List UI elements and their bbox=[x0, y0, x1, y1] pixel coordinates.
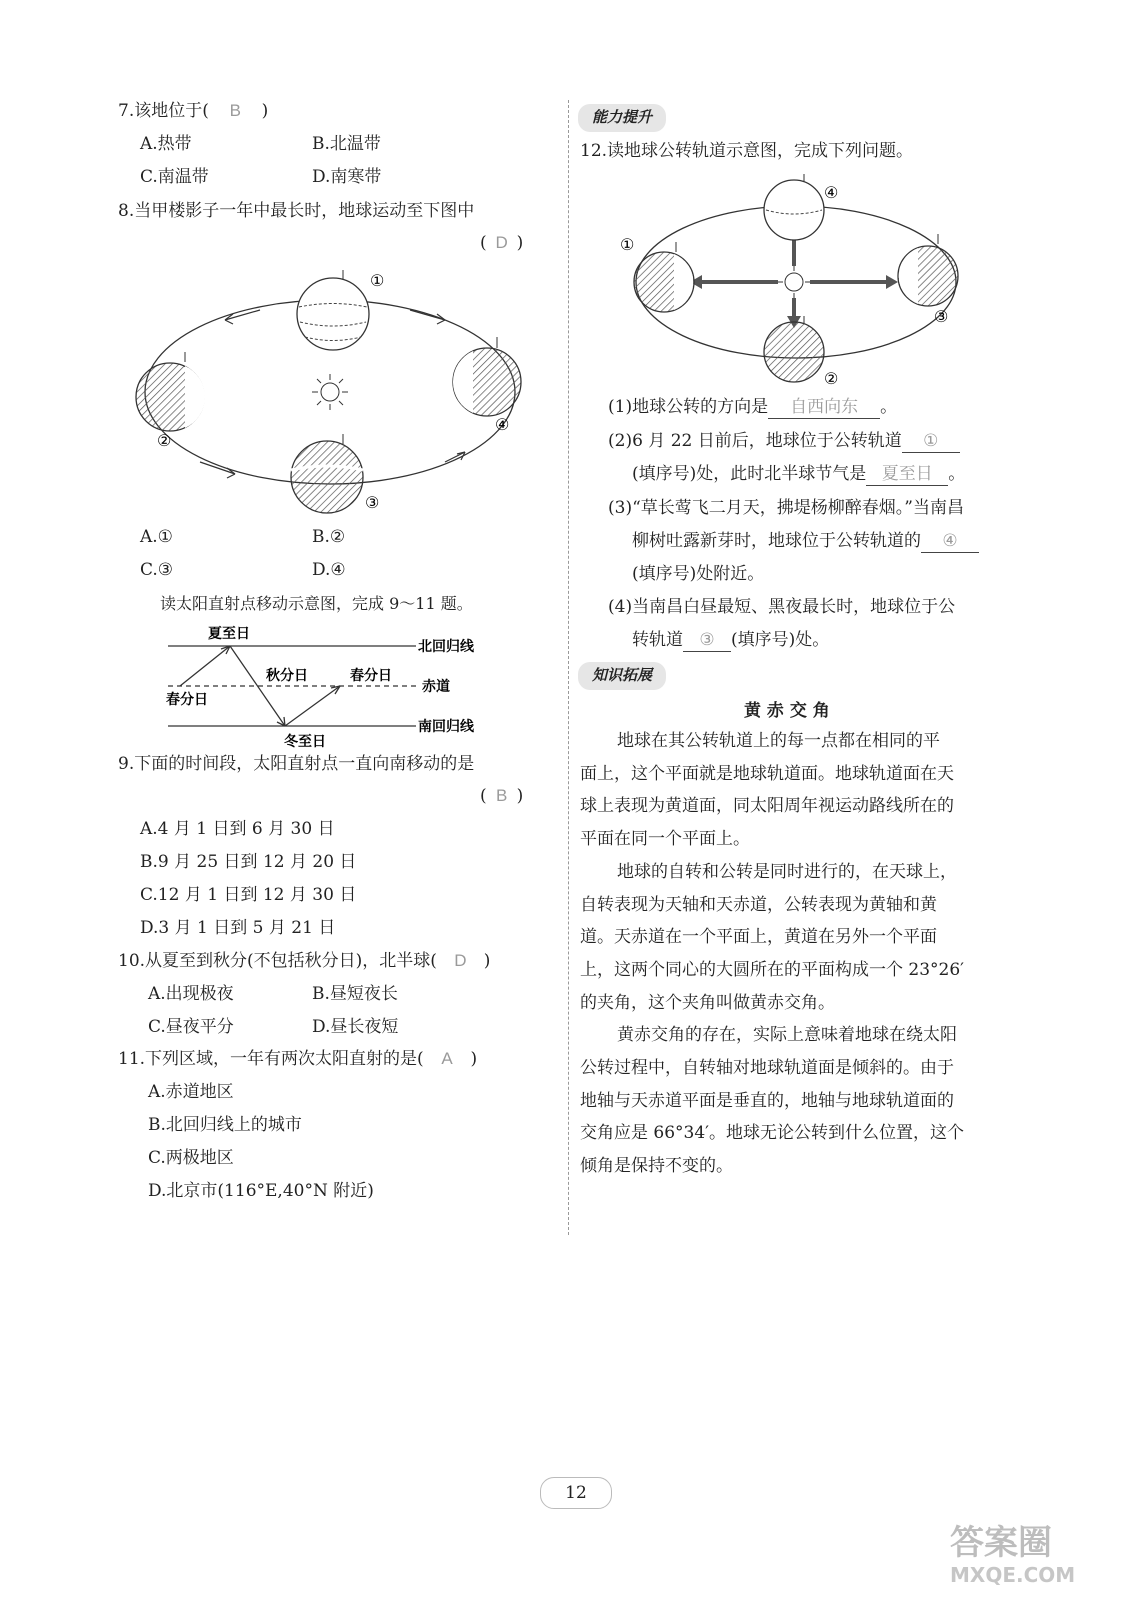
q10-answer: D bbox=[454, 951, 467, 970]
q12-part3-line2 bbox=[632, 530, 979, 553]
q10-option-c: C.昼夜平分 bbox=[148, 1017, 234, 1037]
article-line: 面上，这个平面就是地球轨道面。地球轨道面在天 bbox=[580, 763, 954, 784]
q12-part2-answer2: 夏至日 bbox=[866, 463, 948, 486]
q12-part2-text: (2)6 月 22 日前后，地球位于公转轨道 bbox=[608, 431, 902, 451]
q10-stem: 10.从夏至到秋分(不包括秋分日)，北半球( bbox=[118, 951, 437, 971]
q11-option-a: A.赤道地区 bbox=[148, 1082, 234, 1102]
article-line: 地球在其公转轨道上的每一点都在相同的平 bbox=[617, 731, 940, 751]
q12-part1-end: 。 bbox=[880, 397, 898, 417]
article-line: 平面在同一个平面上。 bbox=[580, 829, 750, 850]
tropic-of-cancer-label: 北回归线 bbox=[418, 639, 474, 655]
watermark-logo bbox=[950, 1523, 1130, 1595]
q7-answer: B bbox=[229, 101, 241, 120]
q12-label-bottom: ② bbox=[824, 369, 839, 385]
article-line: 黄赤交角的存在，实际上意味着地球在绕太阳 bbox=[617, 1025, 957, 1046]
sun-icon bbox=[312, 374, 348, 410]
q8-option-d: D.④ bbox=[312, 560, 346, 580]
sun-path-diagram bbox=[160, 622, 495, 750]
q8-answer: D bbox=[495, 233, 508, 252]
intro-9-11: 读太阳直射点移动示意图，完成 9～11 题。 bbox=[160, 594, 473, 613]
q7-option-d: D.南寒带 bbox=[312, 167, 382, 187]
banner-knowledge-extension: 知识拓展 bbox=[578, 662, 666, 690]
q11-option-c: C.两极地区 bbox=[148, 1148, 234, 1168]
q12-label-left: ① bbox=[620, 235, 635, 254]
q11-option-d: D.北京市(116°E,40°N 附近) bbox=[148, 1181, 374, 1201]
earth-q12-left bbox=[634, 242, 694, 312]
q9-option-a: A.4 月 1 日到 6 月 30 日 bbox=[140, 819, 335, 839]
q12-stem: 12.读地球公转轨道示意图，完成下列问题。 bbox=[580, 141, 914, 161]
earth-position-top bbox=[297, 270, 369, 350]
autumn-equinox-label: 秋分日 bbox=[266, 668, 308, 684]
q12-part4-answer: ③ bbox=[683, 629, 731, 652]
article-line: 上，这两个同心的大圆所在的平面构成一个 23°26′ bbox=[580, 959, 965, 980]
q9-stem: 9.下面的时间段，太阳直射点一直向南移动的是 bbox=[118, 754, 475, 774]
earth-position-left bbox=[136, 352, 205, 431]
q11-answer: A bbox=[441, 1049, 453, 1068]
q11-stem-line bbox=[118, 1048, 477, 1070]
q7-option-b: B.北温带 bbox=[312, 134, 381, 154]
article-line: 球上表现为黄道面，同太阳周年视运动路线所在的 bbox=[580, 796, 954, 817]
q11-stem: 11.下列区域，一年有两次太阳直射的是( bbox=[118, 1049, 424, 1069]
earth-position-right bbox=[453, 337, 521, 416]
q12-part1 bbox=[608, 396, 897, 419]
q10-option-b: B.昼短夜长 bbox=[312, 984, 398, 1004]
q7-stem: 7.该地位于( bbox=[118, 101, 209, 121]
q7-option-c: C.南温带 bbox=[140, 167, 209, 187]
q10-option-d: D.昼长夜短 bbox=[312, 1017, 399, 1037]
q11-close: ) bbox=[470, 1049, 478, 1069]
q12-part3-line1: (3)“草长莺飞二月天，拂堤杨柳醉春烟。”当南昌 bbox=[608, 498, 964, 518]
q12-part4-end: (填序号)处。 bbox=[731, 630, 830, 650]
earth-q12-bottom bbox=[764, 316, 824, 382]
q12-part3-text: 柳树吐露新芽时，地球位于公转轨道的 bbox=[632, 531, 921, 551]
article-line: 自转表现为天轴和天赤道，公转表现为黄轴和黄 bbox=[580, 894, 937, 915]
q7-stem-line bbox=[118, 100, 268, 122]
winter-solstice-label: 冬至日 bbox=[284, 734, 326, 750]
article-line: 的夹角，这个夹角叫做黄赤交角。 bbox=[580, 992, 835, 1013]
q12-part4-line2 bbox=[632, 629, 829, 652]
q12-part1-answer: 自西向东 bbox=[768, 396, 880, 419]
summer-solstice-label: 夏至日 bbox=[208, 626, 250, 642]
column-divider bbox=[568, 100, 569, 1235]
q12-part2-text2: (填序号)处，此时北半球节气是 bbox=[632, 464, 867, 484]
sun-icon-2 bbox=[778, 266, 810, 298]
article-line: 公转过程中，自转轴对地球轨道面是倾斜的。由于 bbox=[580, 1058, 954, 1078]
q12-part4-text: 转轨道 bbox=[632, 630, 683, 650]
article-line: 倾角是保持不变的。 bbox=[580, 1156, 733, 1177]
q8-stem: 8.当甲楼影子一年中最长时，地球运动至下图中 bbox=[118, 201, 475, 221]
q8-option-b: B.② bbox=[312, 527, 346, 547]
q12-label-top: ④ bbox=[824, 183, 839, 202]
equator-label: 赤道 bbox=[422, 679, 450, 695]
q10-stem-line bbox=[118, 950, 490, 972]
q12-part2-line1 bbox=[608, 430, 960, 453]
q9-answer: B bbox=[495, 786, 508, 805]
earth-q12-right bbox=[898, 234, 958, 306]
banner-ability-improvement: 能力提升 bbox=[578, 104, 666, 132]
q8-label-bottom: ③ bbox=[365, 493, 380, 512]
earth-q12-top bbox=[764, 174, 824, 240]
q12-part2-answer: ① bbox=[902, 430, 960, 453]
q12-part3-answer: ④ bbox=[921, 530, 979, 553]
q10-option-a: A.出现极夜 bbox=[148, 984, 234, 1004]
q12-label-right: ③ bbox=[934, 307, 949, 326]
q9-option-d: D.3 月 1 日到 5 月 21 日 bbox=[140, 918, 336, 938]
q7-option-a: A.热带 bbox=[140, 134, 192, 154]
q12-part1-text: (1)地球公转的方向是 bbox=[608, 397, 769, 417]
watermark-line2: MXQE.COM bbox=[950, 1563, 1076, 1587]
q12-part2-end: 。 bbox=[948, 464, 966, 484]
q9-answer-bracket: ( B ) bbox=[480, 786, 524, 806]
q12-part4-line1: (4)当南昌白昼最短、黑夜最长时，地球位于公 bbox=[608, 597, 956, 617]
article-line: 道。天赤道在一个平面上，黄道在另外一个平面 bbox=[580, 927, 937, 948]
page-number: 12 bbox=[540, 1477, 612, 1509]
q8-label-left: ② bbox=[157, 431, 172, 450]
watermark-line1: 答案圈 bbox=[950, 1523, 1052, 1563]
q9-option-b: B.9 月 25 日到 12 月 20 日 bbox=[140, 852, 357, 872]
q9-option-c: C.12 月 1 日到 12 月 30 日 bbox=[140, 885, 357, 905]
article-title: 黄 赤 交 角 bbox=[744, 701, 830, 721]
earth-position-bottom bbox=[291, 434, 363, 513]
tropic-of-capricorn-label: 南回归线 bbox=[418, 719, 474, 735]
q10-close: ) bbox=[483, 951, 491, 971]
article-line: 交角应是 66°34′。地球无论公转到什么位置，这个 bbox=[580, 1123, 965, 1144]
q7-close: ) bbox=[261, 101, 269, 121]
article-line: 地球的自转和公转是同时进行的，在天球上， bbox=[617, 861, 957, 882]
spring-equinox-label-1: 春分日 bbox=[166, 692, 208, 708]
q8-orbit-diagram bbox=[125, 262, 545, 522]
q8-label-top: ① bbox=[370, 271, 385, 290]
q8-label-right: ④ bbox=[495, 415, 510, 434]
q8-option-a: A.① bbox=[140, 527, 173, 547]
q12-orbit-diagram bbox=[618, 170, 968, 385]
spring-equinox-label-2: 春分日 bbox=[350, 668, 392, 684]
q12-part3-line3: (填序号)处附近。 bbox=[632, 564, 765, 584]
q12-part2-line2 bbox=[632, 463, 965, 486]
q8-option-c: C.③ bbox=[140, 560, 174, 580]
q11-option-b: B.北回归线上的城市 bbox=[148, 1115, 302, 1135]
article-line: 地轴与天赤道平面是垂直的，地轴与地球轨道面的 bbox=[580, 1090, 954, 1111]
q8-answer-bracket: ( D ) bbox=[480, 233, 524, 253]
